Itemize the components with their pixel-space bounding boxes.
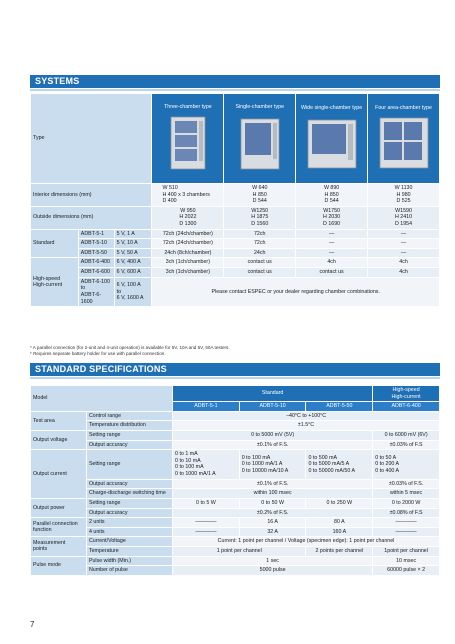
row-label: Control range [86, 411, 172, 421]
table-cell: ±0.03% of F.S [373, 440, 440, 450]
row-label: Setting range [86, 431, 172, 441]
single-chamber-image [235, 113, 285, 173]
standard-group-label: Standard [31, 229, 79, 258]
table-cell: 0 to 5000 mV (5V) [173, 431, 373, 441]
systems-section-header: SYSTEMS [30, 75, 440, 88]
table-cell: 60000 pulse × 2 [373, 566, 440, 576]
test-area-label: Test area [31, 411, 87, 430]
model-spec: 6 V, 600 A [114, 268, 152, 278]
model-name: ADBT-6-400 [78, 258, 114, 268]
outside-2: W1750 H 2030 D 1690 [296, 206, 368, 229]
table-cell: ±0.1% of F.S. [173, 479, 373, 489]
row-label: Number of pulse [86, 566, 172, 576]
row-label: Output accuracy [86, 508, 172, 518]
row-label: Setting range [86, 498, 172, 508]
table-cell: 4ch [368, 258, 440, 268]
table-cell: 72ch (24ch/chamber) [152, 229, 224, 239]
model-header: ADBT-5-1 [173, 402, 240, 412]
standard-specs-section-header: STANDARD SPECIFICATIONS [30, 363, 440, 376]
model-name: ADBT-6-600 [78, 268, 114, 278]
table-cell: ±0.08% of F.S [373, 508, 440, 518]
contact-note: Please contact ESPEC or your dealer regarding chamber combinations. [152, 277, 440, 306]
row-label: 2 units [86, 518, 172, 528]
col-three-chamber: Three-chamber type [152, 94, 224, 184]
table-cell: 0 to 5 W [173, 498, 240, 508]
outside-1: W1250 H 1875 D 1560 [224, 206, 296, 229]
table-cell: — [368, 229, 440, 239]
table-cell: 72ch [224, 229, 296, 239]
table-cell: within 100 msec [173, 489, 373, 499]
table-cell: — [296, 248, 368, 258]
table-cell: 1point per channel [373, 546, 440, 556]
col-wide-single-chamber: Wide single-chamber type [296, 94, 368, 184]
table-cell: 1 point per channel [173, 546, 306, 556]
table-cell: 160 A [306, 527, 373, 537]
table-cell: 1 sec [173, 556, 373, 566]
row-label: Charge-discharge switching time [86, 489, 172, 499]
model-name: ADBT-5-1 [78, 229, 114, 239]
model-name: ADBT-5-50 [78, 248, 114, 258]
table-cell: −40°C to +100°C [173, 411, 440, 421]
table-cell: 2 points per channel [306, 546, 373, 556]
table-cell: 0 to 100 mA 0 to 1000 mA/1 A 0 to 10000 mA/10 A [239, 450, 306, 479]
table-cell: contact us [224, 258, 296, 268]
table-cell: 24ch [224, 248, 296, 258]
note-line: * A parallel connection (for 2-unit and 4-unit operation) is available for 5V, 10A and 5V, 50A testers. [30, 345, 230, 350]
model-name: ADBT-6-100 to ADBT-6-1600 [78, 277, 114, 306]
outside-3: W1590 H 2410 D 1954 [368, 206, 440, 229]
table-cell: 16 A [239, 518, 306, 528]
table-cell: 0 to 250 W [306, 498, 373, 508]
table-cell: Current: 1 point per channel / Voltage (specimen edge): 1 point per channel [173, 537, 440, 547]
page-number: 7 [30, 620, 35, 629]
table-cell: ±0.03% of F.S. [373, 479, 440, 489]
table-cell: ±0.1% of F.S. [173, 440, 373, 450]
table-cell: 0 to 500 mA 0 to 5000 mA/5 A 0 to 50000 mA/50 A [306, 450, 373, 479]
table-cell: 72ch [224, 239, 296, 249]
row-group-label: Measurement points [31, 537, 87, 556]
table-cell: 24ch (8ch/chamber) [152, 248, 224, 258]
model-spec: 5 V, 50 A [114, 248, 152, 258]
interior-1: W 640 H 850 D 544 [224, 184, 296, 207]
row-group-label: Output voltage [31, 431, 87, 450]
col-four-area-chamber: Four area-chamber type [368, 94, 440, 184]
table-cell: ———— [173, 518, 240, 528]
model-spec: 6 V, 400 A [114, 258, 152, 268]
col-single-chamber: Single-chamber type [224, 94, 296, 184]
interior-0: W 510 H 400 x 3 chambers D 400 [152, 184, 224, 207]
table-cell: contact us [296, 268, 368, 278]
model-spec: 6 V, 100 A to 6 V, 1600 A [114, 277, 152, 306]
model-name: ADBT-5-10 [78, 239, 114, 249]
table-cell: — [368, 248, 440, 258]
model-header: ADBT-5-10 [239, 402, 306, 412]
highspeed-label: High-speed High-current [373, 386, 440, 402]
standard-label: Standard [173, 386, 373, 402]
interior-3: W 1130 H 980 D 525 [368, 184, 440, 207]
table-cell: 72ch (24ch/chamber) [152, 239, 224, 249]
row-label: Temperature [86, 546, 172, 556]
table-cell: 3ch (1ch/chamber) [152, 258, 224, 268]
table-cell: ———— [373, 518, 440, 528]
interior-2: W 890 H 850 D 544 [296, 184, 368, 207]
row-label: Current/Voltage [86, 537, 172, 547]
highspeed-group-label: High-speed High-current [31, 258, 79, 307]
outside-0: W 950 H 2022 D 1300 [152, 206, 224, 229]
model-spec: 5 V, 1 A [114, 229, 152, 239]
row-label: Output accuracy [86, 440, 172, 450]
table-cell: — [296, 229, 368, 239]
row-label: 4 units [86, 527, 172, 537]
note-line: * Requires separate battery holder for use with parallel connection. [30, 350, 166, 356]
four-area-chamber-image [376, 114, 432, 172]
standard-specs-table [30, 385, 440, 576]
row-group-label: Output current [31, 450, 87, 499]
table-cell: ———— [173, 527, 240, 537]
table-cell: 0 to 1 mA 0 to 10 mA 0 to 100 mA 0 to 1000 mA/1 A [173, 450, 240, 479]
table-cell: 0 to 50 W [239, 498, 306, 508]
table-cell: within 5 msec [373, 489, 440, 499]
type-label: Type [31, 94, 152, 184]
table-cell: 3ch (1ch/chamber) [152, 268, 224, 278]
outside-label: Outside dimensions (mm) [31, 206, 152, 229]
table-cell: ±0.2% of F.S. [173, 508, 373, 518]
table-cell: 0 to 2000 W [373, 498, 440, 508]
row-label: Setting range [86, 450, 172, 479]
row-group-label: Pulse mode [31, 556, 87, 575]
row-label: Temperature distribution [86, 421, 172, 431]
table-cell: contact us [224, 268, 296, 278]
model-header: ADBT-5-50 [306, 402, 373, 412]
table-cell: — [296, 239, 368, 249]
table-cell: 10 msec [373, 556, 440, 566]
row-label: Output accuracy [86, 479, 172, 489]
table-cell: 0 to 50 A 0 to 200 A 0 to 400 A [373, 450, 440, 479]
three-chamber-image [163, 113, 213, 173]
row-label: Pulse width (Min.) [86, 556, 172, 566]
systems-notes [30, 345, 230, 357]
table-cell: ±1.5°C [173, 421, 440, 431]
systems-table [30, 93, 440, 307]
table-cell: ———— [373, 527, 440, 537]
interior-label: Interior dimensions (mm) [31, 184, 152, 207]
table-cell: 0 to 6000 mV (6V) [373, 431, 440, 441]
model-label: Model [31, 386, 173, 412]
table-cell: 80 A [306, 518, 373, 528]
table-cell: 4ch [368, 268, 440, 278]
table-cell: 4ch [296, 258, 368, 268]
model-header: ADBT-6-400 [373, 402, 440, 412]
table-cell: 32 A [239, 527, 306, 537]
table-cell: 5000 pulse [173, 566, 373, 576]
wide-chamber-image [304, 114, 360, 172]
model-spec: 5 V, 10 A [114, 239, 152, 249]
row-group-label: Parallel connection function [31, 518, 87, 537]
table-cell: — [368, 239, 440, 249]
row-group-label: Output power [31, 498, 87, 517]
